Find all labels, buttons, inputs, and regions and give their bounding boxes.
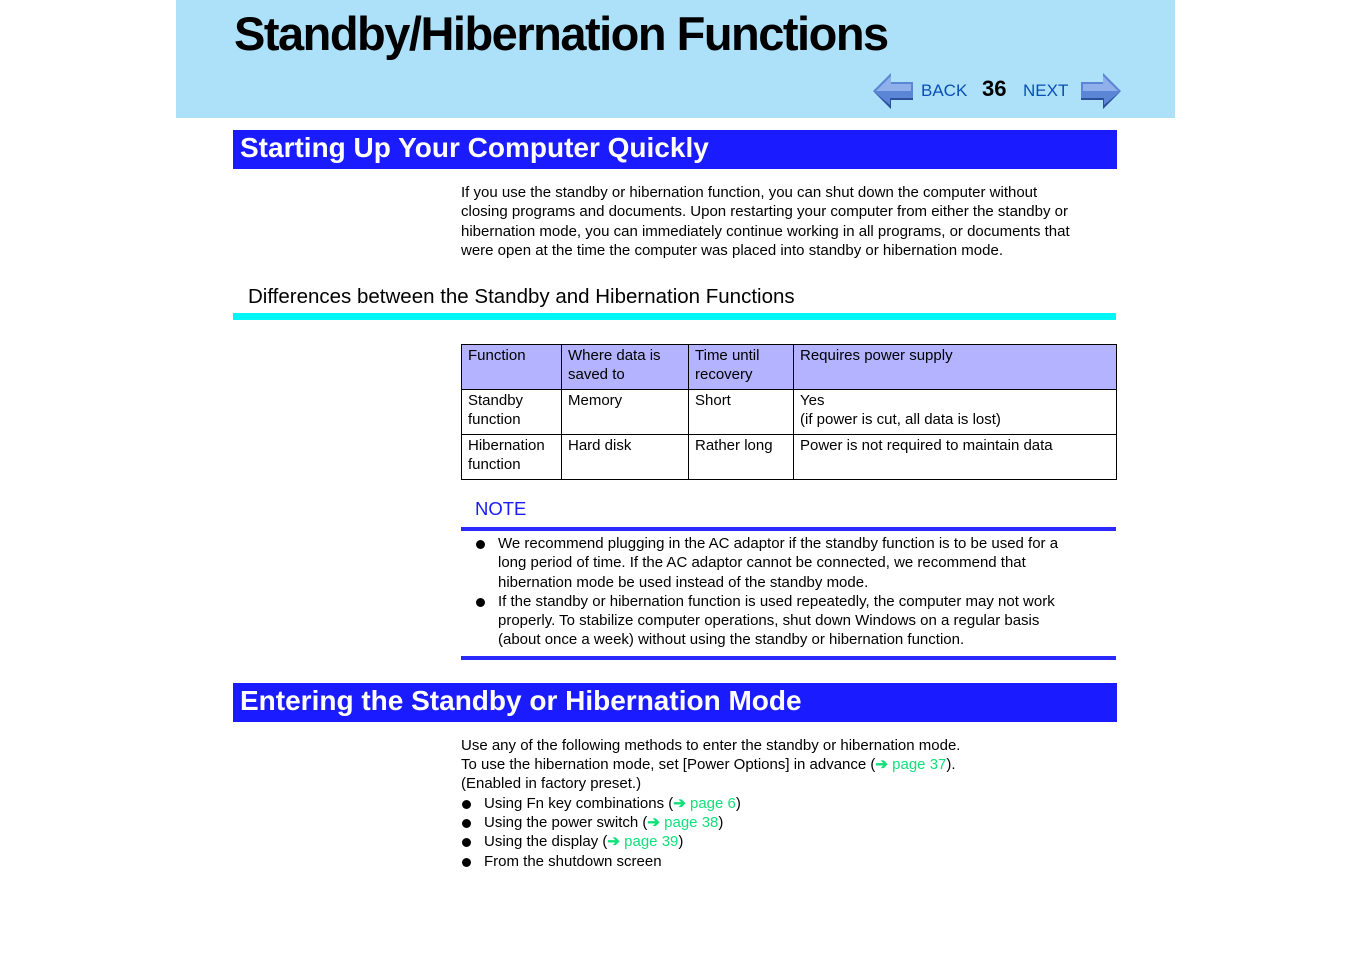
section-title: Starting Up Your Computer Quickly [240,132,709,163]
subheading-rule [233,313,1116,320]
note-list [475,534,1105,650]
list-item: Using Fn key combinations (➔ page 6) [461,794,1061,813]
page-link[interactable]: ➔ page 37 [875,756,947,774]
methods-list [461,794,1061,871]
page-title: Standby/Hibernation Functions [234,7,888,60]
bullet-icon [462,800,471,809]
table-cell: Rather long [689,435,794,480]
list-item: From the shutdown screen [461,852,1061,871]
section-heading-starting-up [233,130,1117,169]
bullet-icon [462,838,471,847]
table-cell: Yes (if power is cut, all data is lost) [794,390,1117,435]
list-item: Using the display (➔ page 39) [461,832,1061,851]
table-cell: Hibernation function [462,435,562,480]
table-header-cell: Function [462,345,562,390]
right-arrow-icon: ➔ [647,814,660,832]
right-arrow-icon: ➔ [673,795,686,812]
bullet-icon [476,598,485,607]
bullet-icon [462,819,471,828]
table-row [462,435,1117,480]
intro-line: hibernation mode, you can immediately continue working in all programs, or documents that [461,222,1070,240]
table-row [462,390,1117,435]
comparison-table [461,344,1117,480]
page-navigation [873,72,1123,110]
section-title: Entering the Standby or Hibernation Mode [240,685,802,716]
note-label: NOTE [475,498,527,519]
table-header-cell: Where data is saved to [562,345,689,390]
text-line: To use the hibernation mode, set [Power Options] in advance (➔ page 37). [461,756,956,774]
note-rule-top [461,527,1116,531]
page-header [176,0,1175,118]
table-header-cell: Requires power supply [794,345,1117,390]
list-item: We recommend plugging in the AC adaptor if the standby function is to be used for a long period of time. If the AC adaptor cannot be connected, we recommend that hibernation mode be used instead of the standby mode. [475,534,1105,592]
intro-line: If you use the standby or hibernation function, you can shut down the computer without [461,184,1038,201]
page-link[interactable]: ➔ page 6 [673,795,736,812]
left-arrow-icon[interactable] [873,72,915,110]
intro-paragraph [461,183,1121,260]
text-line: (Enabled in factory preset.) [461,775,642,793]
table-cell: Standby function [462,390,562,435]
back-link[interactable]: BACK [921,81,968,100]
subheading-differences: Differences between the Standby and Hibernation Functions [248,285,795,308]
page-link[interactable]: ➔ page 38 [647,814,719,832]
table-cell: Hard disk [562,435,689,480]
table-header-row [462,345,1117,390]
list-item: Using the power switch (➔ page 38) [461,813,1061,832]
right-arrow-icon[interactable] [1079,72,1121,110]
bullet-icon [462,858,471,867]
table-header-cell: Time until recovery [689,345,794,390]
intro-line: were open at the time the computer was placed into standby or hibernation mode. [461,241,1003,259]
next-link[interactable]: NEXT [1023,81,1069,100]
list-item: If the standby or hibernation function is used repeatedly, the computer may not work properly. To stabilize computer operations, shut down Windows on a regular basis (about once a week) without using the standby or hibernation function. [475,592,1105,650]
right-arrow-icon: ➔ [607,833,620,851]
page-link[interactable]: ➔ page 39 [607,833,679,851]
note-rule-bottom [461,656,1116,660]
right-arrow-icon: ➔ [875,756,888,774]
section-heading-entering-mode [233,683,1117,722]
bullet-icon [476,540,485,549]
table-cell: Power is not required to maintain data [794,435,1117,480]
table-cell: Memory [562,390,689,435]
table-cell: Short [689,390,794,435]
text-line: Use any of the following methods to enter the standby or hibernation mode. [461,737,961,754]
entering-intro [461,736,1111,794]
page-number: 36 [982,76,1007,101]
intro-line: closing programs and documents. Upon restarting your computer from either the standby or [461,203,1068,221]
